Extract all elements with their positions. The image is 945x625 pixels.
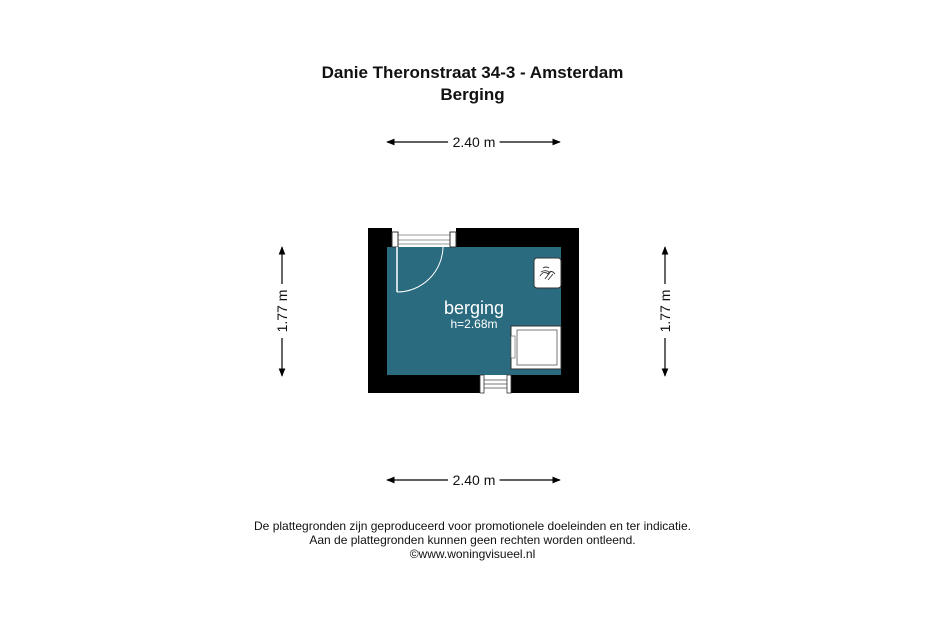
dimension-right-label: 1.77 m xyxy=(657,286,673,337)
disclaimer-line-2: Aan de plattegronden kunnen geen rechten worden ontleend. xyxy=(309,533,636,547)
dimension-top-label: 2.40 m xyxy=(449,134,500,150)
copyright-link[interactable]: ©www.woningvisueel.nl xyxy=(409,547,536,561)
window-bottom xyxy=(480,375,511,393)
dimension-bottom-label: 2.40 m xyxy=(449,472,500,488)
boiler-icon xyxy=(534,258,561,288)
room-height-label: h=2.68m xyxy=(450,317,498,331)
plan-address-title: Danie Theronstraat 34-3 - Amsterdam xyxy=(321,63,624,82)
room-name-label: berging xyxy=(443,298,505,318)
dimension-left-label: 1.77 m xyxy=(274,286,290,337)
door-opening xyxy=(392,228,456,247)
plan-floor-title: Berging xyxy=(440,85,505,104)
washing-machine-icon xyxy=(511,326,561,369)
disclaimer xyxy=(0,519,945,561)
disclaimer-line-1: De plattegronden zijn geproduceerd voor promotionele doeleinden en ter indicatie. xyxy=(254,519,691,533)
